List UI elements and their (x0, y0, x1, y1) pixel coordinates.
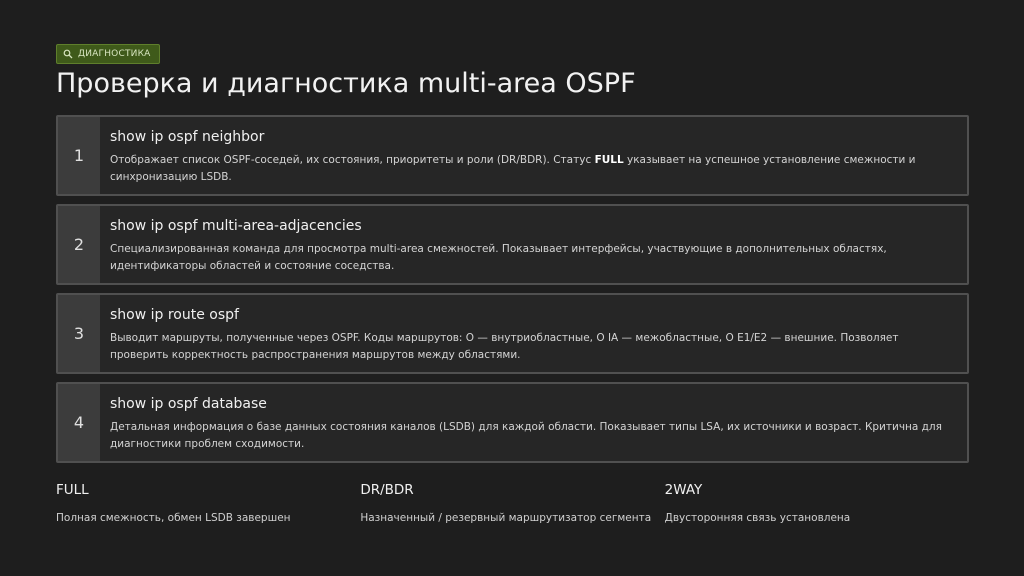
status-full-highlight: FULL (594, 154, 624, 166)
command-description: Отображает список OSPF-соседей, их состояния, приоритеты и роли (DR/BDR). Статус FULL указывает на успешное установление смежности и синхронизацию LSDB. (110, 154, 916, 183)
command-description: Выводит маршруты, полученные через OSPF. Коды маршрутов: O — внутриобластные, O IA — межобластные, O E1/E2 — внешние. Позволяет проверить корректность распространения маршрутов между областями. (110, 332, 899, 361)
glossary (56, 482, 969, 524)
section-tag-label: ДИАГНОСТИКА (78, 49, 151, 59)
term-definition: Назначенный / резервный маршрутизатор сегмента (360, 512, 652, 524)
section-tag (56, 44, 160, 64)
search-icon (63, 49, 73, 59)
command-name: show ip route ospf (110, 307, 239, 323)
step-number: 4 (58, 384, 100, 461)
command-description: Детальная информация о базе данных состояния каналов (LSDB) для каждой области. Показывает типы LSA, их источники и возраст. Критична для диагностики проблем сходимости. (110, 421, 942, 450)
command-card (56, 293, 969, 374)
glossary-item (360, 482, 664, 524)
term-name: DR/BDR (360, 482, 414, 498)
term-name: 2WAY (664, 482, 703, 498)
term-definition: Полная смежность, обмен LSDB завершен (56, 512, 291, 524)
command-card (56, 115, 969, 196)
command-list (56, 115, 969, 471)
step-number: 2 (58, 206, 100, 283)
command-card (56, 204, 969, 285)
command-card (56, 382, 969, 463)
command-name: show ip ospf multi-area-adjacencies (110, 218, 362, 234)
step-number: 3 (58, 295, 100, 372)
term-definition: Двусторонняя связь установлена (664, 512, 851, 524)
term-name: FULL (56, 482, 89, 498)
page-title: Проверка и диагностика multi-area OSPF (56, 68, 636, 99)
glossary-item (56, 482, 360, 524)
command-description: Специализированная команда для просмотра multi-area смежностей. Показывает интерфейсы, участвующие в дополнительных областях, идентификаторы областей и состояние соседства. (110, 243, 887, 272)
command-name: show ip ospf neighbor (110, 129, 265, 145)
glossary-item (665, 482, 969, 524)
command-name: show ip ospf database (110, 396, 267, 412)
step-number: 1 (58, 117, 100, 194)
